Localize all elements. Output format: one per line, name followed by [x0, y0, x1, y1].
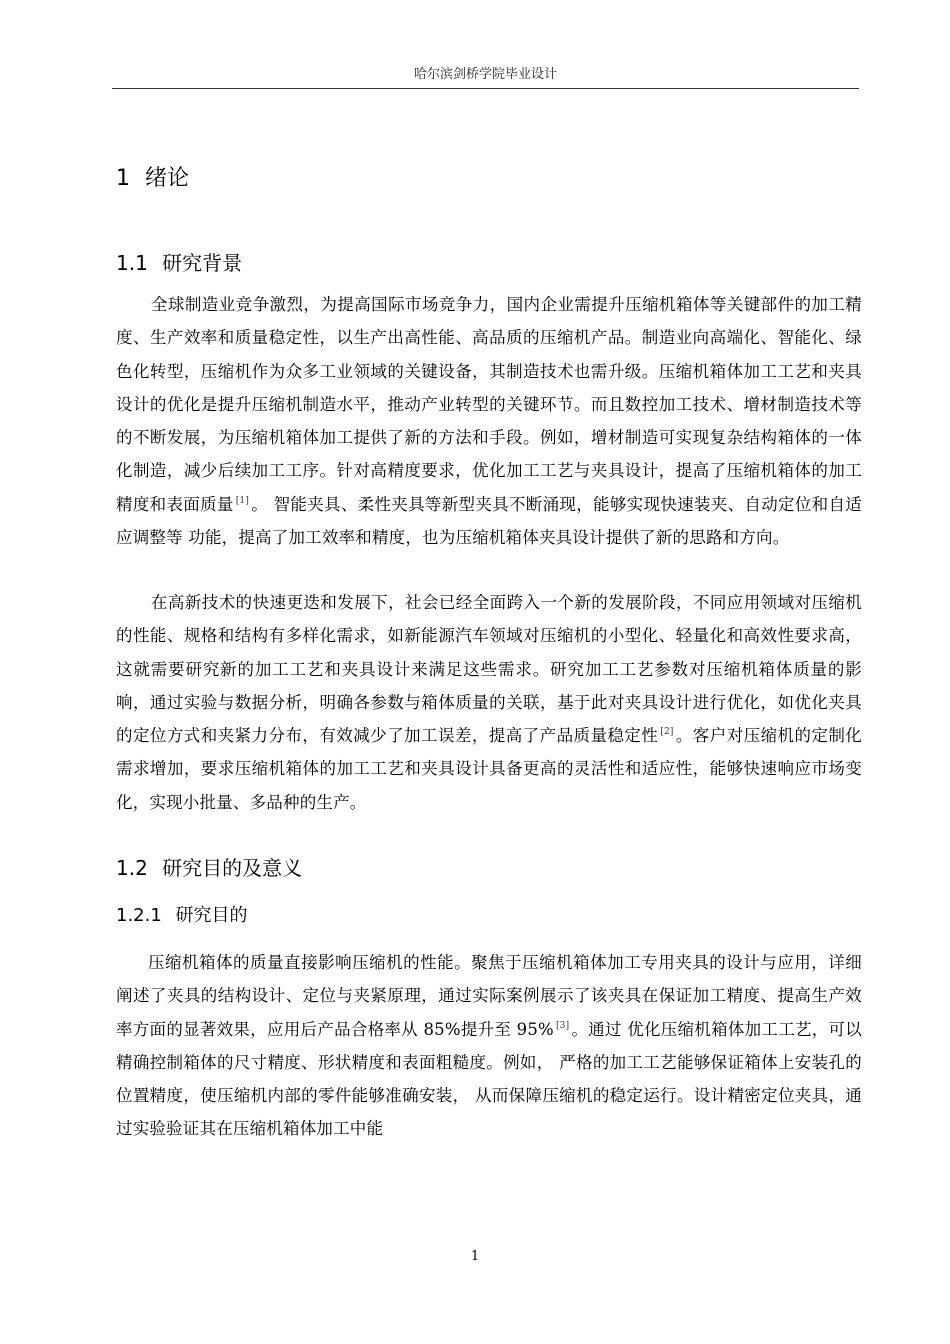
chapter-heading: [116, 163, 189, 195]
section-number: 1.2: [116, 856, 148, 880]
citation-ref: [2]: [660, 727, 674, 738]
paragraph-text: 。通过 优化压缩机箱体加工工艺，可以精确控制箱体的尺寸精度、形状精度和表面粗糙度。例如， 严格的加工工艺能够保证箱体上安装孔的位置精度，使压缩机内部的零件能够准确安装， 从而保障压缩机的稳定运行。设计精密定位夹具，通过实验验证其在压缩机箱体加工中能: [116, 1019, 862, 1139]
paragraph-text: 。 智能夹具、柔性夹具等新型夹具不断涌现，能够实现快速装夹、自动定位和自适应调整等 功能，提高了加工效率和精度，也为压缩机箱体夹具设计提供了新的思路和方向。: [116, 494, 862, 548]
paragraph-text: 在高新技术的快速更迭和发展下，社会已经全面跨入一个新的发展阶段，不同应用领域对压缩机的性能、规格和结构有多样化需求，如新能源汽车领域对压缩机的小型化、轻量化和高效性要求高，这就需要研究新的加工工艺和夹具设计来满足这些需求。研究加工工艺参数对压缩机箱体质量的影响，通过实验与数据分析，明确各参数与箱体质量的关联，基于此对夹具设计进行优化，如优化夹具的定位方式和夹紧力分布，有效减少了加工误差，提高了产品质量稳定性: [116, 593, 862, 746]
page-header: 哈尔滨剑桥学院毕业设计: [413, 67, 557, 82]
section-title: 研究背景: [162, 251, 243, 275]
page-number: 1: [470, 1249, 480, 1264]
paragraph-aim: [116, 946, 862, 1146]
chapter-number: 1: [116, 166, 130, 191]
section-heading-background: [116, 248, 242, 278]
paragraph-text: 全球制造业竞争激烈，为提高国际市场竞争力，国内企业需提升压缩机箱体等关键部件的加工精度、生产效率和质量稳定性，以生产出高性能、高品质的压缩机产品。制造业向高端化、智能化、绿色化转型，压缩机作为众多工业领域的关键设备，其制造技术也需升级。压缩机箱体加工工艺和夹具设计的优化是提升压缩机制造水平，推动产业转型的关键环节。而且数控加工技术、增材制造技术等的不断发展，为压缩机箱体加工提供了新的方法和手段。例如，增材制造可实现复杂结构箱体的一体化制造，减少后续加工工序。针对高精度要求，优化加工工艺与夹具设计，提高了压缩机箱体的加工精度和表面质量: [116, 295, 862, 514]
citation-ref: [1]: [235, 495, 250, 506]
paragraph-background-1: [116, 288, 862, 554]
chapter-title: 绪论: [145, 166, 190, 191]
section-heading-purpose: [116, 853, 302, 883]
subsection-title: 研究目的: [175, 905, 248, 926]
paragraph-text: 压缩机箱体的质量直接影响压缩机的性能。聚焦于压缩机箱体加工专用夹具的设计与应用，详细阐述了夹具的结构设计、定位与夹紧原理，通过实际案例展示了该夹具在保证加工精度、提高生产效率方面的显著效果，应用后产品合格率从 85%提升至 95%: [116, 953, 862, 1039]
section-title: 研究目的及意义: [162, 856, 303, 880]
header-divider: [112, 88, 859, 89]
paragraph-background-2: [116, 586, 862, 819]
paragraph-text: 。客户对压缩机的定制化需求增加，要求压缩机箱体的加工工艺和夹具设计具备更高的灵活性和适应性，能够快速响应市场变化，实现小批量、多品种的生产。: [116, 726, 863, 812]
citation-ref: [3]: [555, 1020, 570, 1031]
subsection-heading-aim: [116, 902, 248, 930]
section-number: 1.1: [116, 251, 148, 275]
subsection-number: 1.2.1: [116, 905, 162, 926]
